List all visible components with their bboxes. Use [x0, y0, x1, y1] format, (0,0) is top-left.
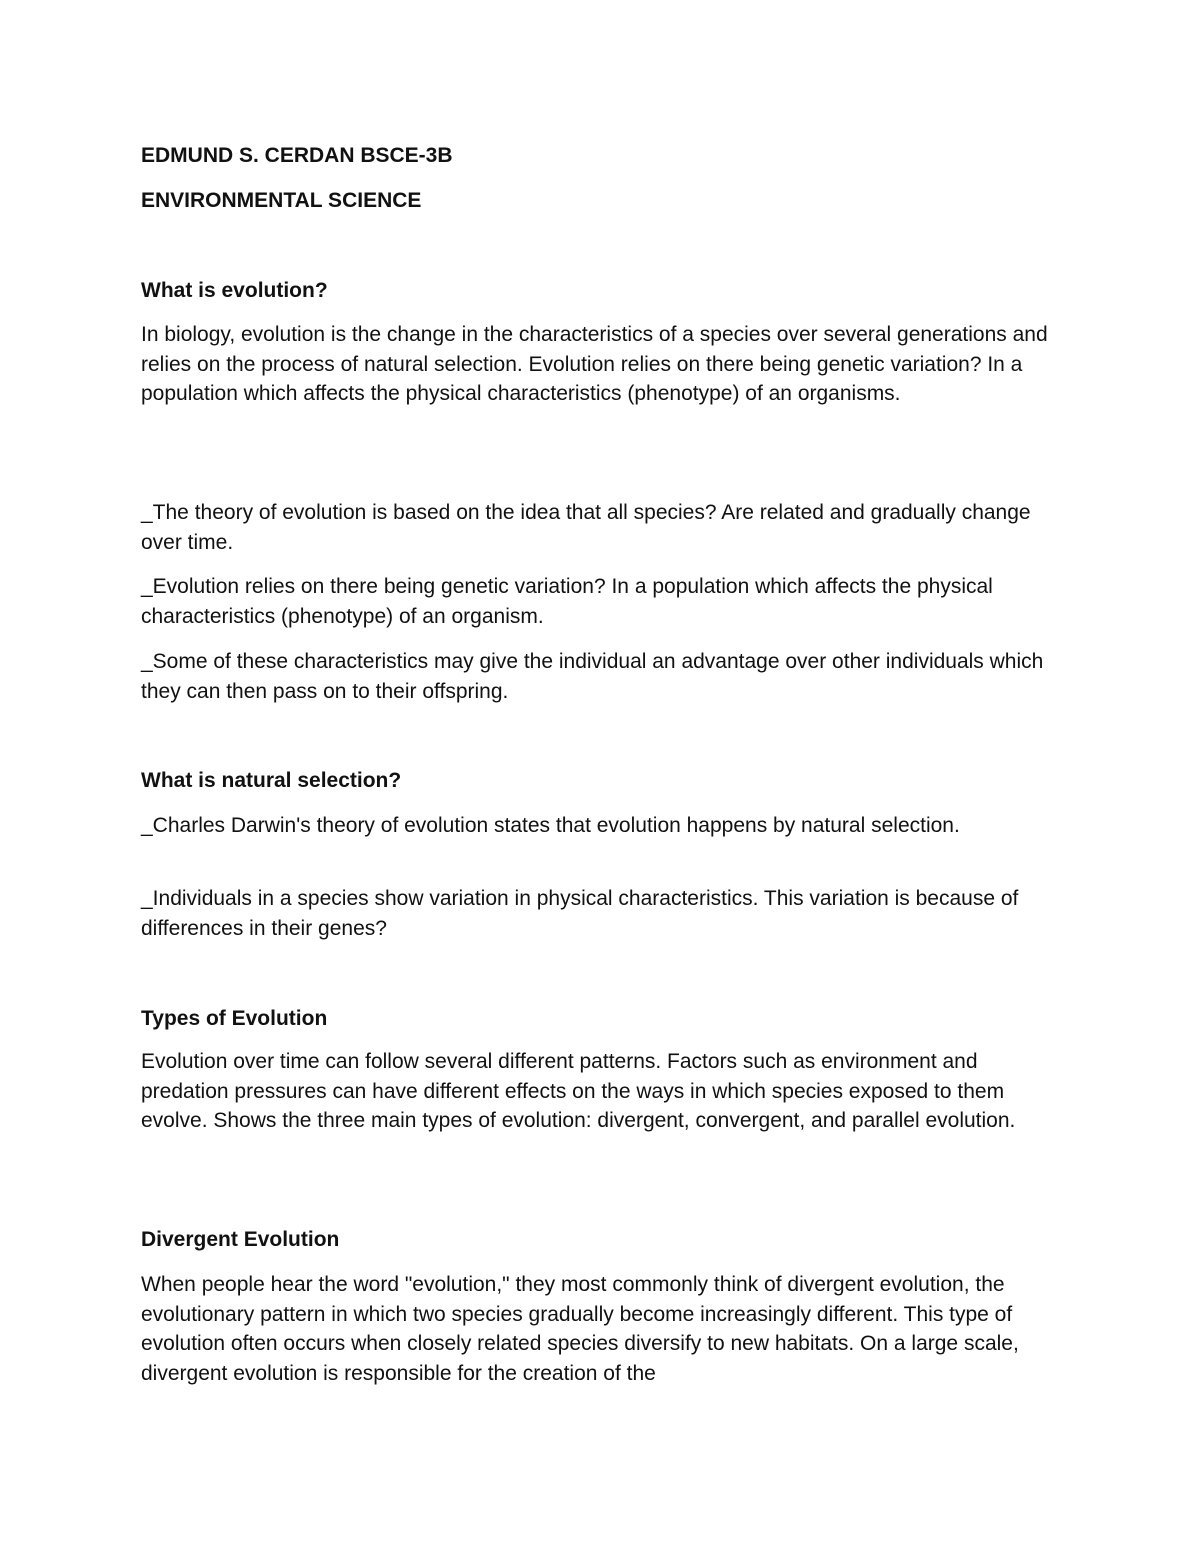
- evolution-intro-paragraph: In biology, evolution is the change in the characteristics of a species over several generations and relies on the process of natural selection. Evolution relies on there being genetic variation? In a population which affects the physical characteristics (phenotype) of an organisms.: [141, 323, 1048, 405]
- evolution-point: _Evolution relies on there being genetic variation? In a population which affects the physical characteristics (phenotype) of an organism.: [141, 575, 993, 628]
- course-title: ENVIRONMENTAL SCIENCE: [141, 189, 422, 212]
- divergent-evolution-paragraph: When people hear the word "evolution," they most commonly think of divergent evolution, the evolutionary pattern in which two species gradually become increasingly different. This type of evolution often occurs when closely related species diversify to new habitats. On a large scale, divergent evolution is responsible for the creation of the: [141, 1273, 1019, 1385]
- evolution-point: _The theory of evolution is based on the idea that all species? Are related and gradually change over time.: [141, 501, 1031, 554]
- natural-selection-point: _Charles Darwin's theory of evolution states that evolution happens by natural selection.: [141, 814, 960, 837]
- heading-natural-selection: What is natural selection?: [141, 769, 402, 792]
- evolution-point: _Some of these characteristics may give the individual an advantage over other individuals which they can then pass on to their offspring.: [141, 650, 1044, 703]
- types-of-evolution-paragraph: Evolution over time can follow several different patterns. Factors such as environment and predation pressures can have different effects on the ways in which species exposed to them evolve. Shows the three main types of evolution: divergent, convergent, and parallel evolution.: [141, 1050, 1016, 1132]
- author-line: EDMUND S. CERDAN BSCE-3B: [141, 144, 453, 167]
- heading-types-of-evolution: Types of Evolution: [141, 1007, 328, 1030]
- natural-selection-point: _Individuals in a species show variation in physical characteristics. This variation is because of differences in their genes?: [141, 887, 1019, 940]
- heading-divergent-evolution: Divergent Evolution: [141, 1228, 340, 1251]
- heading-what-is-evolution: What is evolution?: [141, 279, 328, 302]
